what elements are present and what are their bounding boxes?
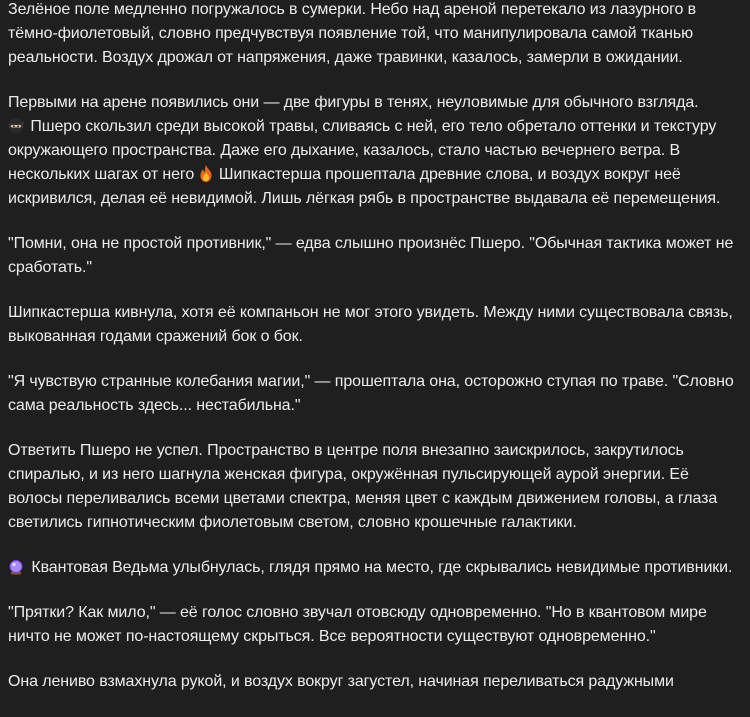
paragraph-9	[8, 670, 738, 694]
paragraph-2-text-c: Шипкастерша прошептала древние слова, и воздух вокруг неё искривился, делая её невидимой. Лишь лёгкая рябь в пространстве выдавала её перемещения.	[8, 166, 721, 207]
paragraph-8	[8, 601, 738, 649]
paragraph-1	[8, 0, 738, 70]
paragraph-6-text: Ответить Пшеро не успел. Пространство в центре поля внезапно заискрилось, закрутилось спиралью, и из него шагнула женская фигура, окружённая пульсирующей аурой энергии. Её волосы переливались всеми цветами спектра, меняя цвет с каждым движением головы, а глаза светились гипнотическим фиолетовым светом, словно крошечные галактики.	[8, 442, 718, 531]
paragraph-4	[8, 301, 738, 349]
paragraph-2	[8, 91, 738, 211]
paragraph-3	[8, 232, 738, 280]
paragraph-9-text: Она лениво взмахнула рукой, и воздух вокруг загустел, начиная переливаться радужными	[8, 673, 674, 690]
story-content	[8, 0, 738, 717]
paragraph-5-text: "Я чувствую странные колебания магии," — прошептала она, осторожно ступая по траве. "Словно сама реальность здесь... нестабильна."	[8, 373, 734, 414]
fire-emoji-icon	[199, 165, 213, 182]
paragraph-4-text: Шипкастерша кивнула, хотя её компаньон не мог этого увидеть. Между ними существовала связь, выкованная годами сражений бок о бок.	[8, 304, 733, 345]
paragraph-7-text: Квантовая Ведьма улыбнулась, глядя прямо на место, где скрывались невидимые противники.	[31, 559, 733, 576]
paragraph-2-text-b: Пшеро скользил среди высокой травы, сливаясь с ней, его тело обретало оттенки и текстуру окружающего пространства. Даже его дыхание, казалось, стало частью вечернего ветра. В нескольких шагах от него	[8, 118, 717, 183]
paragraph-7	[8, 556, 738, 580]
paragraph-8-text: "Прятки? Как мило," — её голос словно звучал отовсюду одновременно. "Но в квантовом мире ничто не может по-настоящему скрыться. Все вероятности существуют одновременно."	[8, 604, 707, 645]
ninja-emoji-icon	[8, 118, 24, 134]
paragraph-2-text-a: Первыми на арене появились они — две фигуры в тенях, неуловимые для обычного взгляда.	[8, 94, 699, 111]
paragraph-6	[8, 439, 738, 535]
paragraph-5	[8, 370, 738, 418]
crystal-ball-emoji-icon	[8, 559, 24, 575]
paragraph-3-text: "Помни, она не простой противник," — едва слышно произнёс Пшеро. "Обычная тактика может не сработать."	[8, 235, 734, 276]
paragraph-1-text: Зелёное поле медленно погружалось в сумерки. Небо над ареной перетекало из лазурного в тёмно-фиолетовый, словно предчувствуя появление той, что манипулировала самой тканью реальности. Воздух дрожал от напряжения, даже травинки, казалось, замерли в ожидании.	[8, 1, 697, 66]
